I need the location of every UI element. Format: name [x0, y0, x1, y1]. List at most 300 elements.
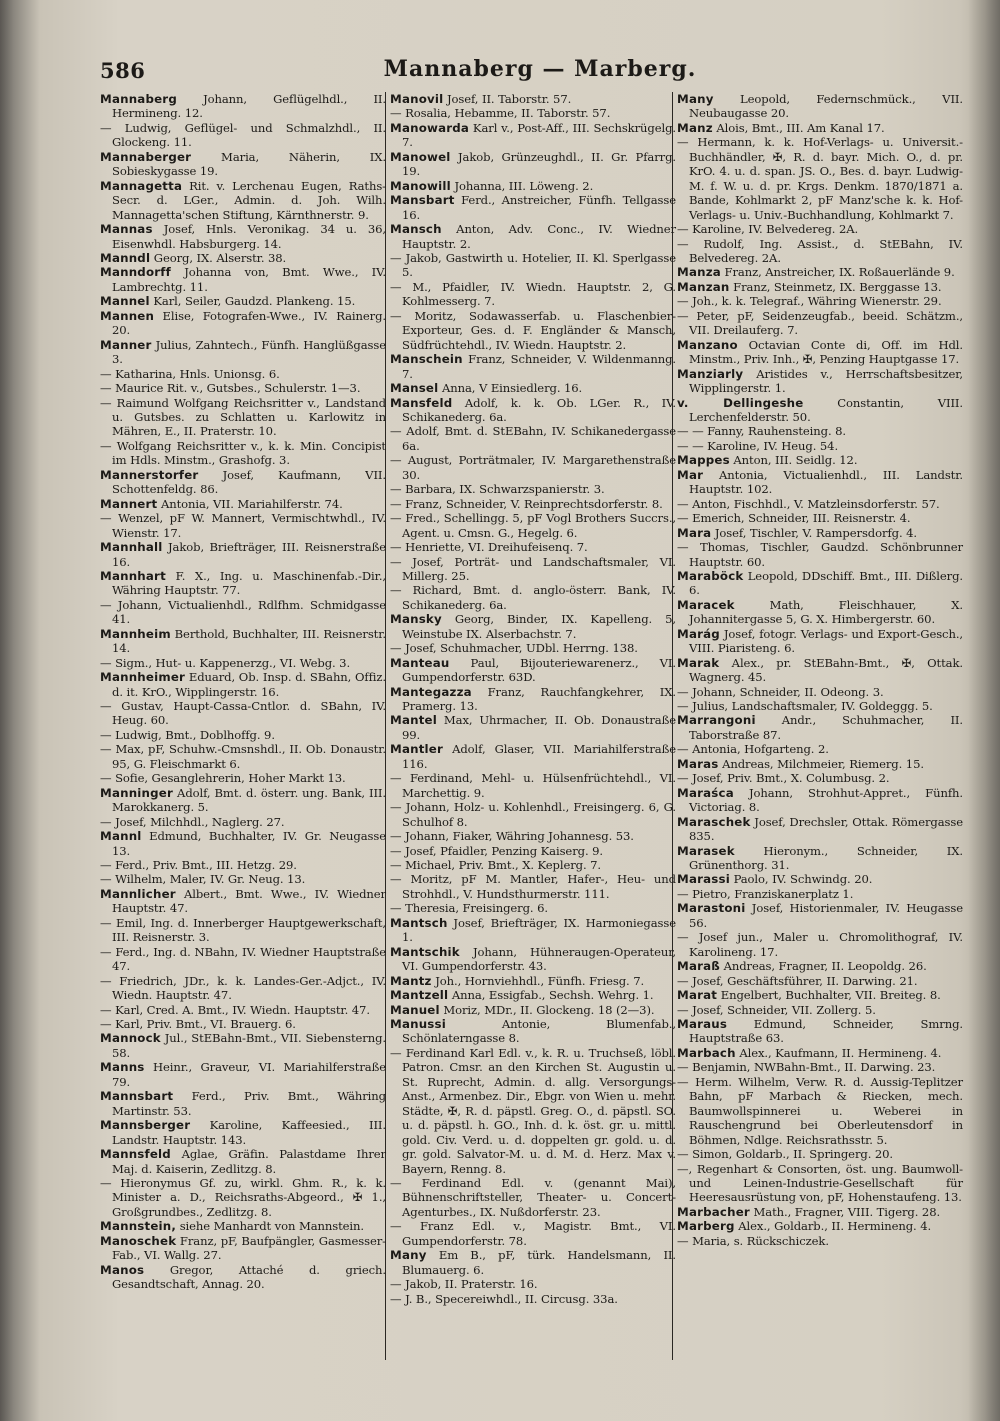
directory-entry	[677, 1234, 963, 1248]
entry-details: Edmund, Buchhalter, IV. Gr. Neugasse 13.	[112, 829, 386, 858]
entry-surname: Mantegazza	[390, 684, 472, 699]
directory-entry	[100, 1118, 386, 1147]
entry-details: Anna, V Einsiedlerg. 16.	[441, 381, 583, 396]
entry-details: Karl, Seiler, Gaudzd. Plankeng. 15.	[153, 294, 356, 309]
entry-details: — Ludwig, Bmt., Doblhoffg. 9.	[100, 727, 275, 742]
directory-entry	[100, 1060, 386, 1089]
directory-entry	[100, 1089, 386, 1118]
directory-entry	[390, 396, 676, 425]
entry-details: — Joh., k. k. Telegraf., Währing Wienerstr. 29.	[677, 294, 942, 309]
directory-entry	[100, 265, 386, 294]
directory-entry	[677, 786, 963, 815]
directory-entry	[100, 381, 386, 395]
entry-details: Anton, Adv. Conc., IV. Wiedner Hauptstr. 2.	[402, 222, 676, 251]
directory-entry	[100, 1017, 386, 1031]
entry-details: — Fred., Schellingg. 5, pF Vogl Brothers Succrs., Agent. u. Cmsn. G., Hegelg. 6.	[390, 511, 676, 540]
entry-details: Rit. v. Lerchenau Eugen, Raths-Secr. d. LGer., Admin. d. Joh. Wilh. Mannagetta'schen Stiftung, Kärnthnerstr. 9.	[112, 178, 386, 222]
entry-details: Johanna, III. Löweng. 2.	[454, 178, 594, 193]
entry-details: Karl v., Post-Aff., III. Sechskrügelg. 7.	[402, 120, 676, 150]
directory-entry	[677, 1219, 963, 1233]
entry-details: Ferd., Priv. Bmt., Währing Martinstr. 53.	[112, 1089, 386, 1118]
entry-surname: Mansbart	[390, 193, 455, 208]
entry-surname: Mannas	[100, 222, 153, 237]
entry-details: Franz, pF, Baufpängler, Gasmesser-Fab., VI. Wallg. 27.	[112, 1233, 386, 1263]
entry-details: — Benjamin, NWBahn-Bmt., II. Darwing. 23.	[677, 1060, 936, 1075]
entry-surname: Marasek	[677, 843, 735, 858]
entry-surname: Many	[390, 1248, 427, 1263]
entry-surname: Manninger	[100, 785, 174, 800]
entry-details: — Ferdinand Karl Edl. v., k. R. u. Truchseß, löbl. Patron. Cmsr. an den Kirchen St. Augustin u. St. Ruprecht, Admin. d. allg. Versorgungs-Anst., Armenbez. Dir., Ebgr. von Wien u. mehr. Städte, ✠, R. d. päpstl. Greg. O., d. päpstl. SO. u. d. päpstl. h. GO., Inh. d. k. öst. gr. u. mittl. gold. Civ. Verd. u. d. doppelten gr. gold. u. d. gr. gold. Salvator-M. u. d. M. d. Herz. Max v. Bayern, Renng. 8.	[390, 1045, 676, 1176]
entry-details: Johanna von, Bmt. Wwe., IV. Lambrechtg. 11.	[112, 265, 386, 294]
entry-surname: Manuel	[390, 1002, 440, 1017]
directory-entry	[100, 569, 386, 598]
entry-surname: Manoschek	[100, 1233, 177, 1248]
entry-details: Em B., pF, türk. Handelsmann, II. Blumauerg. 6.	[402, 1248, 677, 1277]
directory-entry	[390, 424, 676, 453]
entry-details: — Josef, Priv. Bmt., X. Columbusg. 2.	[677, 771, 890, 786]
entry-surname: Maraböck	[677, 568, 744, 583]
entry-surname: Mannaberg	[100, 92, 177, 106]
entry-surname: Manndl	[100, 250, 151, 265]
entry-details: — Wilhelm, Maler, IV. Gr. Neug. 13.	[100, 872, 306, 887]
entry-details: — Sofie, Gesanglehrerin, Hoher Markt 13.	[100, 771, 346, 786]
entry-surname: Manza	[677, 265, 721, 280]
directory-entry	[677, 1162, 963, 1205]
directory-entry	[100, 815, 386, 829]
directory-entry	[677, 439, 963, 453]
entry-details: — Antonia, Hofgarteng. 2.	[677, 742, 829, 757]
directory-entry	[677, 815, 963, 844]
directory-entry	[390, 1176, 676, 1219]
directory-entry	[100, 468, 386, 497]
entry-surname: Mansky	[390, 612, 442, 627]
directory-entry	[677, 540, 963, 569]
directory-entry	[100, 1219, 386, 1233]
entry-details: — Gustav, Haupt-Cassa-Cntlor. d. SBahn, IV. Heug. 60.	[100, 699, 386, 728]
directory-entry	[677, 121, 963, 135]
entry-details: Andreas, Fragner, II. Leopoldg. 26.	[723, 959, 927, 974]
directory-entry	[677, 135, 963, 222]
entry-details: Alex., Kaufmann, II. Hermineng. 4.	[739, 1045, 942, 1060]
directory-entry	[677, 872, 963, 886]
entry-details: Josef, Hnls. Veronikag. 34 u. 36, Eisenwhdl. Habsburgerg. 14.	[112, 222, 386, 251]
entry-details: Aristides v., Herrschaftsbesitzer, Wipplingerstr. 1.	[689, 366, 963, 396]
directory-entry	[100, 916, 386, 945]
entry-surname: Manzan	[677, 279, 730, 294]
entry-details: Karoline, Kaffeesied., III. Landstr. Hauptstr. 143.	[112, 1118, 386, 1147]
entry-details: — Maria, s. Rückschiczek.	[677, 1233, 829, 1248]
entry-details: F. X., Ing. u. Maschinenfab.-Dir., Währing Hauptstr. 77.	[112, 568, 386, 598]
entry-surname: Mannel	[100, 294, 150, 309]
entry-details: — Ferdinand, Mehl- u. Hülsenfrüchtehdl., VI. Marchettig. 9.	[390, 771, 676, 800]
entry-details: — Rosalia, Hebamme, II. Taborstr. 57.	[390, 106, 611, 121]
entry-details: Johann, Strohhut-Appret., Fünfh. Victoriag. 8.	[689, 785, 964, 815]
entry-details: — Theresia, Freisingerg. 6.	[390, 901, 548, 916]
directory-entry	[100, 598, 386, 627]
entry-details: Franz, Schneider, V. Wildenmanng. 7.	[402, 352, 676, 381]
entry-details: — Josef, Pfaidler, Penzing Kaiserg. 9.	[390, 843, 603, 858]
directory-entry	[100, 1003, 386, 1017]
entry-surname: Marassi	[677, 872, 730, 887]
directory-column-1	[100, 92, 386, 1292]
directory-entry	[390, 309, 676, 352]
directory-entry	[100, 367, 386, 381]
directory-entry	[390, 901, 676, 915]
directory-entry	[100, 251, 386, 265]
directory-entry	[390, 1219, 676, 1248]
entry-surname: Mannheim	[100, 626, 171, 641]
entry-details: Jakob, Briefträger, III. Reisnerstraße 16.	[112, 540, 386, 569]
directory-entry	[677, 497, 963, 511]
entry-details: — Josef, Geschäftsführer, II. Darwing. 21.	[677, 973, 918, 988]
entry-details: — August, Porträtmaler, IV. Margarethenstraße 30.	[390, 453, 676, 482]
entry-details: — Pietro, Franziskanerplatz 1.	[677, 886, 854, 901]
entry-surname: Mannsberger	[100, 1118, 191, 1133]
entry-surname: Manns	[100, 1060, 145, 1075]
entry-surname: Mannert	[100, 496, 158, 511]
entry-details: Math., Fragner, VIII. Tigerg. 28.	[753, 1204, 941, 1219]
entry-details: — Max, pF, Schuhw.-Cmsnshdl., II. Ob. Donaustr. 95, G. Fleischmarkt 6.	[100, 742, 386, 771]
directory-entry	[100, 92, 386, 121]
entry-details: Franz, Steinmetz, IX. Berggasse 13.	[733, 279, 942, 294]
directory-entry	[100, 771, 386, 785]
directory-entry	[677, 930, 963, 959]
directory-entry	[390, 352, 676, 381]
directory-entry	[390, 583, 676, 612]
entry-details: — Josef, Porträt- und Landschaftsmaler, VI. Millerg. 25.	[390, 554, 676, 583]
directory-entry	[390, 555, 676, 584]
directory-entry	[100, 1031, 386, 1060]
entry-surname: Mannagetta	[100, 178, 183, 193]
directory-entry	[677, 974, 963, 988]
entry-details: Antonia, Victualienhdl., III. Landstr. Hauptstr. 102.	[689, 467, 963, 497]
directory-entry	[677, 1003, 963, 1017]
entry-surname: Mannl	[100, 829, 142, 844]
entry-details: Antonie, Blumenfab., Schönlaterngasse 8.	[402, 1017, 676, 1046]
directory-entry	[390, 685, 676, 714]
entry-details: Jul., StEBahn-Bmt., VII. Siebensterng. 58.	[112, 1031, 386, 1060]
directory-entry	[677, 988, 963, 1002]
directory-entry	[100, 150, 386, 179]
directory-entry	[677, 685, 963, 699]
entry-details: siehe Manhardt von Mannstein.	[179, 1219, 364, 1234]
entry-details: — Anton, Fischhdl., V. Matzleinsdorferstr. 57.	[677, 496, 940, 511]
directory-entry	[390, 829, 676, 843]
directory-entry	[677, 237, 963, 266]
entry-surname: Maraß	[677, 959, 720, 974]
directory-entry	[390, 945, 676, 974]
entry-details: — Emerich, Schneider, III. Reisnerstr. 4.	[677, 511, 911, 526]
directory-entry	[390, 800, 676, 829]
directory-entry	[677, 887, 963, 901]
entry-details: — Maurice Rit. v., Gutsbes., Schulerstr. 1—3.	[100, 381, 361, 396]
entry-details: — Emil, Ing. d. Innerberger Hauptgewerkschaft, III. Reisnerstr. 3.	[100, 915, 386, 945]
directory-entry	[390, 222, 676, 251]
entry-details: Paolo, IV. Schwindg. 20.	[733, 872, 873, 887]
directory-entry	[677, 627, 963, 656]
entry-surname: v. Dellingeshe	[677, 395, 804, 410]
directory-entry	[100, 1176, 386, 1219]
entry-details: — Jakob, Gastwirth u. Hotelier, II. Kl. Sperlgasse 5.	[390, 250, 676, 280]
directory-entry	[677, 713, 963, 742]
entry-details: — Sigm., Hut- u. Kappenerzg., VI. Webg. 3.	[100, 655, 351, 670]
directory-entry	[677, 1147, 963, 1161]
entry-details: — Michael, Priv. Bmt., X. Keplerg. 7.	[390, 858, 602, 873]
page-header	[100, 56, 980, 90]
entry-details: — Hermann, k. k. Hof-Verlags- u. Universit.-Buchhändler, ✠, R. d. bayr. Mich. O., d. pr. KrO. 4. u. d. span. JS. O., Bes. d. bayr. Ludwig-M. f. W. u. d. pr. Krgs. Denkm. 1870/1871 a. Bande, Kohlmarkt 2, pF Manz'sche k. k. Hof-Verlags- u. Univ.-Buchhandlung, Kohlmarkt 7.	[677, 135, 963, 222]
entry-details: Eduard, Ob. Insp. d. SBahn, Offiz. d. it. KrO., Wipplingerstr. 16.	[112, 670, 387, 699]
directory-entry	[390, 106, 676, 120]
entry-details: Julius, Zahntech., Fünfh. Hanglüßgasse 3.	[112, 337, 386, 367]
entry-details: Josef, Briefträger, IX. Harmoniegasse 1.	[402, 915, 676, 945]
entry-surname: Mannheimer	[100, 670, 186, 685]
directory-entry	[390, 453, 676, 482]
directory-page	[52, 44, 982, 1384]
directory-entry	[100, 1147, 386, 1176]
entry-surname: Manovil	[390, 92, 444, 106]
entry-details: Alois, Bmt., III. Am Kanal 17.	[716, 120, 885, 135]
entry-surname: Mara	[677, 525, 712, 540]
entry-surname: Mantel	[390, 713, 437, 728]
entry-surname: Mannhall	[100, 540, 163, 555]
entry-details: — Adolf, Bmt. d. StEBahn, IV. Schikanedergasse 6a.	[390, 424, 676, 453]
directory-entry	[677, 771, 963, 785]
directory-entry	[677, 757, 963, 771]
entry-details: Constantin, VIII. Lerchenfelderstr. 50.	[689, 395, 963, 424]
directory-entry	[677, 598, 963, 627]
directory-entry	[677, 338, 963, 367]
entry-details: — J. B., Specereiwhdl., II. Circusg. 33a.	[390, 1291, 618, 1306]
directory-entry	[677, 656, 963, 685]
directory-entry	[677, 468, 963, 497]
entry-details: Josef, Kaufmann, VII. Schottenfeldg. 86.	[112, 467, 386, 497]
directory-entry	[100, 497, 386, 511]
entry-details: Alex., Goldarb., II. Hermineng. 4.	[738, 1219, 932, 1234]
entry-surname: Mannen	[100, 308, 155, 323]
entry-surname: Manteau	[390, 655, 450, 670]
entry-details: — — Karoline, IV. Heug. 54.	[677, 438, 839, 453]
entry-surname: Mannaberger	[100, 149, 192, 164]
directory-entry	[100, 338, 386, 367]
entry-details: — Johann, Victualienhdl., Rdlfhm. Schmidgasse 41.	[100, 597, 386, 627]
directory-entry	[100, 309, 386, 338]
entry-details: Alex., pr. StEBahn-Bmt., ✠, Ottak. Wagnerg. 45.	[689, 655, 963, 685]
directory-entry	[677, 511, 963, 525]
directory-entry	[390, 742, 676, 771]
entry-surname: Manzano	[677, 337, 738, 352]
entry-details: Albert., Bmt. Wwe., IV. Wiedner Hauptstr. 47.	[112, 886, 386, 916]
directory-entry	[390, 497, 676, 511]
directory-entry	[390, 844, 676, 858]
entry-details: — Henriette, VI. Dreihufeisenq. 7.	[390, 540, 588, 555]
directory-entry	[100, 179, 386, 222]
entry-details: Josef, fotogr. Verlags- und Export-Gesch., VIII. Piaristeng. 6.	[689, 626, 963, 656]
directory-entry	[677, 569, 963, 598]
directory-entry	[677, 526, 963, 540]
entry-details: — Friedrich, JDr., k. k. Landes-Ger.-Adjct., IV. Wiedn. Hauptstr. 47.	[100, 973, 386, 1003]
directory-entry	[100, 396, 386, 439]
entry-details: — Josef jun., Maler u. Chromolithograf, IV. Karolineng. 17.	[677, 930, 963, 959]
entry-details: Moriz, MDr., II. Glockeng. 18 (2—3).	[443, 1002, 655, 1017]
directory-entry	[677, 959, 963, 973]
entry-details: — Josef, Milchhdl., Naglerg. 27.	[100, 814, 285, 829]
entry-details: — Wolfgang Reichsritter v., k. k. Min. Concipist im Hdls. Minstm., Grashofg. 3.	[100, 438, 386, 468]
directory-entry	[390, 251, 676, 280]
entry-details: Andreas, Milchmeier, Riemerg. 15.	[722, 756, 924, 771]
entry-details: — Simon, Goldarb., II. Springerg. 20.	[677, 1147, 894, 1162]
entry-surname: Marat	[677, 988, 718, 1003]
entry-details: Max, Uhrmacher, II. Ob. Donaustraße 99.	[402, 713, 676, 742]
entry-details: — Johann, Holz- u. Kohlenhdl., Freisingerg. 6, G. Schulhof 8.	[390, 800, 676, 829]
directory-entry	[390, 1292, 676, 1306]
entry-details: Paul, Bijouteriewarenerz., VI. Gumpendorferstr. 63D.	[402, 655, 676, 685]
directory-entry	[100, 945, 386, 974]
directory-entry	[100, 742, 386, 771]
entry-surname: Mansfeld	[390, 395, 453, 410]
directory-entry	[100, 656, 386, 670]
entry-details: — Josef, Schuhmacher, UDbl. Herrng. 138.	[390, 641, 638, 656]
directory-entry	[390, 381, 676, 395]
directory-entry	[100, 439, 386, 468]
directory-entry	[390, 974, 676, 988]
entry-surname: Marak	[677, 655, 720, 670]
entry-details: — Ludwig, Geflügel- und Schmalzhdl., II. Glockeng. 11.	[100, 120, 386, 150]
entry-details: — Herm. Wilhelm, Verw. R. d. Aussig-Teplitzer Bahn, pF Marbach & Riecken, mech. Baumwollspinnerei u. Weberei in Rauschengrund bei Oberleutensdorf in Böhmen, Ndlge. Reichsrathsstr. 5.	[677, 1074, 963, 1147]
running-head-title: Mannaberg — Marberg.	[383, 56, 697, 82]
entry-details: Gregor, Attaché d. griech. Gesandtschaft, Annag. 20.	[112, 1262, 386, 1292]
directory-entry	[677, 294, 963, 308]
entry-details: — Karl, Cred. A. Bmt., IV. Wiedn. Hauptstr. 47.	[100, 1002, 370, 1017]
entry-details: — Josef, Schneider, VII. Zollerg. 5.	[677, 1002, 876, 1017]
entry-surname: Manowel	[390, 149, 451, 164]
entry-surname: Mannock	[100, 1031, 161, 1046]
entry-surname: Mantzell	[390, 988, 449, 1003]
entry-details: Josef, II. Taborstr. 57.	[446, 92, 572, 106]
entry-details: — Karl, Priv. Bmt., VI. Brauerg. 6.	[100, 1017, 296, 1031]
entry-surname: Manschein	[390, 352, 463, 367]
entry-details: — Johann, Fiaker, Währing Johannesg. 53.	[390, 829, 634, 844]
entry-details: Adolf, Bmt. d. österr. ung. Bank, III. Marokkanerg. 5.	[112, 785, 387, 815]
directory-entry	[677, 265, 963, 279]
directory-entry	[100, 786, 386, 815]
page-number: 586	[100, 58, 146, 83]
entry-details: — Barbara, IX. Schwarzspanierstr. 3.	[390, 482, 605, 497]
directory-entry	[390, 612, 676, 641]
entry-surname: Mannstein,	[100, 1219, 177, 1234]
directory-entry	[677, 367, 963, 396]
entry-details: — Ferdinand Edl. v. (genannt Mai), Bühnenschriftsteller, Theater- u. Concert-Agenturbes., IX. Nußdorferstr. 23.	[390, 1175, 676, 1219]
entry-details: — Ferd., Ing. d. NBahn, IV. Wiedner Hauptstraße 47.	[100, 944, 386, 974]
directory-entry	[390, 713, 676, 742]
entry-details: — Hieronymus Gf. zu, wirkl. Ghm. R., k. k. Minister a. D., Reichsraths-Abgeord., ✠ 1., Großgrundbes., Zedlitzg. 8.	[100, 1175, 386, 1219]
entry-details: — Raimund Wolfgang Reichsritter v., Landstand u. Gutsbes. zu Schlatten u. Karlowitz in Mähren, E., II. Praterstr. 10.	[100, 395, 386, 439]
entry-surname: Mannsfeld	[100, 1147, 171, 1162]
entry-surname: Marág	[677, 626, 720, 641]
directory-entry	[390, 771, 676, 800]
directory-entry	[100, 1263, 386, 1292]
entry-surname: Mantz	[390, 973, 432, 988]
entry-details: — Franz Edl. v., Magistr. Bmt., VI. Gumpendorferstr. 78.	[390, 1219, 676, 1248]
directory-entry	[390, 1046, 676, 1176]
directory-entry	[677, 424, 963, 438]
entry-surname: Manner	[100, 337, 152, 352]
directory-entry	[677, 280, 963, 294]
directory-entry	[677, 453, 963, 467]
entry-details: Antonia, VII. Mariahilferstr. 74.	[160, 496, 343, 511]
entry-surname: Manos	[100, 1262, 145, 1277]
directory-column-2	[390, 92, 676, 1306]
directory-entry	[390, 150, 676, 179]
directory-entry	[390, 193, 676, 222]
directory-entry	[100, 699, 386, 728]
entry-details: Georg, Binder, IX. Kapelleng. 5, Weinstube IX. Alserbachstr. 7.	[402, 612, 676, 641]
entry-details: — Richard, Bmt. d. anglo-österr. Bank, IV. Schikanederg. 6a.	[390, 583, 676, 612]
entry-surname: Mannhart	[100, 568, 166, 583]
directory-entry	[390, 988, 676, 1002]
entry-surname: Marastoni	[677, 901, 746, 916]
entry-details: — Jakob, II. Praterstr. 16.	[390, 1277, 538, 1292]
entry-surname: Maraśca	[677, 785, 734, 800]
entry-details: Aglae, Gräfin. Palastdame Ihrer Maj. d. Kaiserin, Zedlitzg. 8.	[112, 1147, 386, 1176]
directory-entry	[677, 742, 963, 756]
entry-details: Engelbert, Buchhalter, VII. Breiteg. 8.	[720, 988, 941, 1003]
entry-details: Andr., Schuhmacher, II. Taborstraße 87.	[689, 713, 963, 742]
entry-surname: Mannerstorfer	[100, 467, 199, 482]
entry-surname: Maraus	[677, 1017, 728, 1031]
entry-details: Anna, Essigfab., Sechsh. Wehrg. 1.	[451, 988, 654, 1003]
directory-entry	[100, 540, 386, 569]
directory-entry	[390, 540, 676, 554]
directory-entry	[390, 511, 676, 540]
directory-entry	[100, 294, 386, 308]
entry-surname: Marberg	[677, 1219, 735, 1234]
directory-column-3	[677, 92, 963, 1248]
entry-details: Berthold, Buchhalter, III. Reisnerstr. 14.	[112, 626, 386, 656]
entry-surname: Manowarda	[390, 120, 470, 135]
directory-entry	[390, 656, 676, 685]
entry-details: — Franz, Schneider, V. Reinprechtsdorferstr. 8.	[390, 496, 663, 511]
entry-surname: Manziarly	[677, 366, 744, 381]
entry-details: Maria, Näherin, IX. Sobieskygasse 19.	[112, 149, 386, 179]
entry-details: Jakob, Grünzeughdl., II. Gr. Pfarrg. 19.	[402, 149, 676, 179]
entry-details: — Thomas, Tischler, Gaudzd. Schönbrunner Hauptstr. 60.	[677, 540, 963, 569]
directory-entry	[390, 1248, 676, 1277]
entry-details: Leopold, DDschiff. Bmt., III. Dißlerg. 6.	[689, 568, 963, 598]
entry-details: — Rudolf, Ing. Assist., d. StEBahn, IV. Belvedereg. 2A.	[677, 236, 963, 265]
entry-surname: Mantsch	[390, 915, 448, 930]
entry-details: Adolf, Glaser, VII. Mariahilferstraße 116.	[402, 742, 676, 771]
directory-entry	[677, 901, 963, 930]
entry-details: — M., Pfaidler, IV. Wiedn. Hauptstr. 2, G. Kohlmesserg. 7.	[390, 279, 676, 309]
entry-surname: Manussi	[390, 1017, 446, 1031]
directory-entry	[390, 179, 676, 193]
directory-entry	[100, 1234, 386, 1263]
directory-entry	[100, 670, 386, 699]
directory-entry	[390, 858, 676, 872]
directory-entry	[677, 1205, 963, 1219]
entry-surname: Mantler	[390, 742, 443, 757]
directory-entry	[677, 699, 963, 713]
directory-entry	[100, 974, 386, 1003]
entry-surname: Maras	[677, 756, 719, 771]
entry-surname: Marbacher	[677, 1204, 750, 1219]
directory-entry	[100, 728, 386, 742]
entry-details: Leopold, Federnschmück., VII. Neubaugasse 20.	[689, 92, 963, 121]
entry-surname: Maracek	[677, 597, 735, 612]
directory-entry	[390, 482, 676, 496]
entry-details: Josef, Drechsler, Ottak. Römergasse 835.	[689, 814, 963, 844]
entry-surname: Maraschek	[677, 814, 751, 829]
